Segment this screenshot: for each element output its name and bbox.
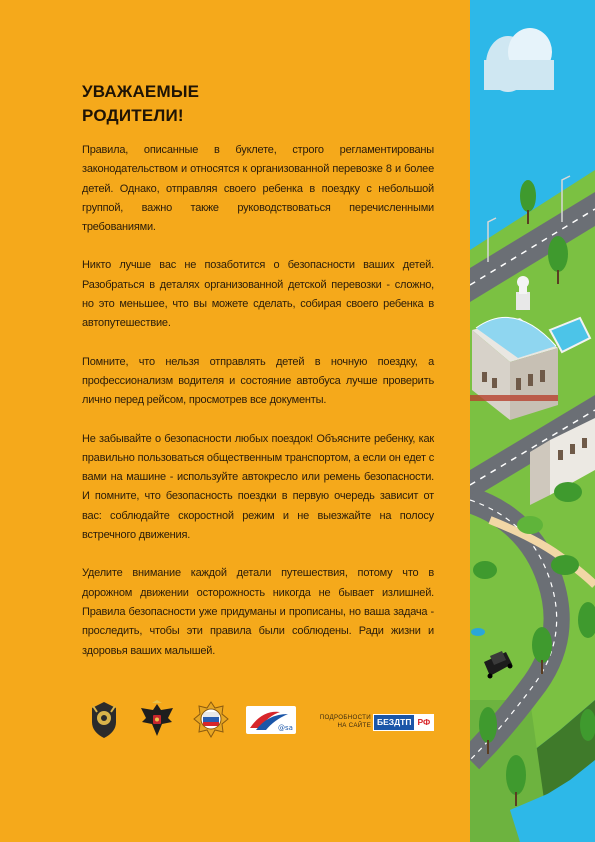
text-column bbox=[82, 80, 434, 680]
title-line-2: РОДИТЕЛИ! bbox=[82, 106, 184, 125]
page-title bbox=[82, 80, 434, 128]
flag-wave-logo-icon bbox=[246, 706, 296, 739]
emblem-icon bbox=[86, 700, 122, 745]
statue-icon bbox=[516, 276, 530, 310]
website-domain: РФ bbox=[414, 715, 433, 730]
paragraph-5: Уделите внимание каждой детали путешествия, потому что в дорожном движении осторожность никогда не бывает излишней. Правила безопасности уже придуманы и прописаны, но ваша задача - проследить, чтобы эти правила были соблюдены. Ради жизни и здоровья ваших малышей. bbox=[82, 567, 434, 657]
paragraph-4: Не забывайте о безопасности любых поездок! Объясните ребенку, как правильно пользоваться общественным транспортом, а если он едет с вами на машине - используйте автокресло или ремень безопасности. И помните, что безопасность поездки в первую очередь зависит от вас: соблюдайте скоростной режим и не выезжайте на полосу встречного движения. bbox=[82, 432, 434, 542]
website-name: БЕЗДТП bbox=[374, 715, 414, 730]
svg-text:@sa: @sa bbox=[278, 724, 293, 732]
title-line-1: УВАЖАЕМЫЕ bbox=[82, 82, 200, 101]
logos-footer bbox=[86, 700, 436, 744]
paragraph-3: Помните, что нельзя отправлять детей в ночную поездку, а профессионализм водителя и состояние автобуса лучше проверить лично перед рейсом, просмотрев все документы. bbox=[82, 355, 434, 407]
more-info-label: ПОДРОБНОСТИ НА САЙТЕ bbox=[319, 714, 371, 729]
eagle-crest-icon bbox=[138, 700, 176, 745]
traffic-police-badge-icon bbox=[192, 700, 230, 745]
paragraph-1: Правила, описанные в буклете, строго регламентированы законодательством и относятся к организованной перевозке 8 и более детей. Однако, отправляя своего ребенка в поездку с небольшой группой, важно также руководствоваться перечисленными требованиями. bbox=[82, 144, 434, 234]
car-icon bbox=[471, 628, 485, 636]
city-illustration bbox=[470, 0, 595, 842]
paragraph-2: Никто лучше вас не позаботится о безопасности ваших детей. Разобраться в деталях организованной детской перевозки - сложно, но это меньшее, что вы можете сделать, собирая своего ребенка в автопутешествие. bbox=[82, 259, 434, 330]
website-badge[interactable] bbox=[373, 714, 434, 731]
